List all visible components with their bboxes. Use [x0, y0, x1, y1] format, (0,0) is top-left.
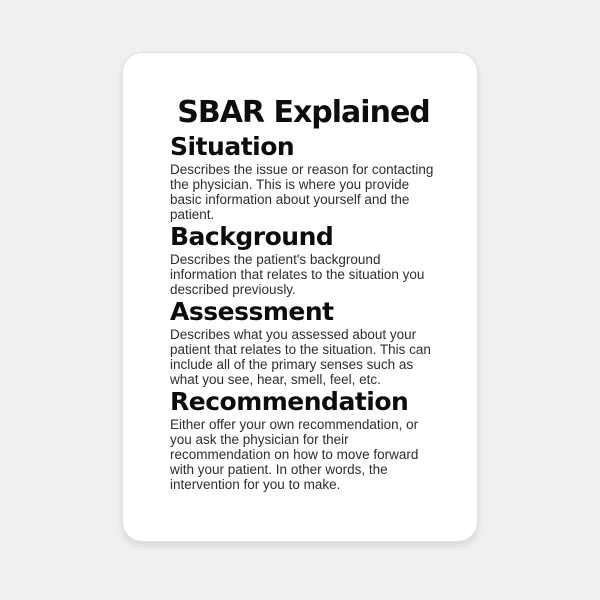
- section-heading-background: Background: [170, 222, 334, 251]
- section-heading-recommendation: Recommendation: [170, 387, 409, 416]
- section-recommendation: [170, 389, 437, 492]
- section-body-recommendation: Either offer your own recommendation, or you ask the physician for their recommendation on how to move forward with your patient. In other words, the intervention for you to make.: [170, 417, 419, 492]
- section-body-assessment: Describes what you assessed about your patient that relates to the situation. This can include all of the primary senses such as what you see, hear, smell, feel, etc.: [170, 327, 431, 387]
- section-heading-situation: Situation: [170, 132, 295, 161]
- section-body-background: Describes the patient's background information that relates to the situation you described previously.: [170, 252, 425, 297]
- section-heading-assessment: Assessment: [170, 297, 334, 326]
- section-body-situation: Describes the issue or reason for contacting the physician. This is where you provide basic information about yourself and the patient.: [170, 162, 434, 222]
- page-title: SBAR Explained: [177, 95, 430, 130]
- section-situation: [170, 134, 437, 222]
- sticker-card: [122, 52, 478, 542]
- section-assessment: [170, 299, 437, 387]
- section-background: [170, 224, 437, 297]
